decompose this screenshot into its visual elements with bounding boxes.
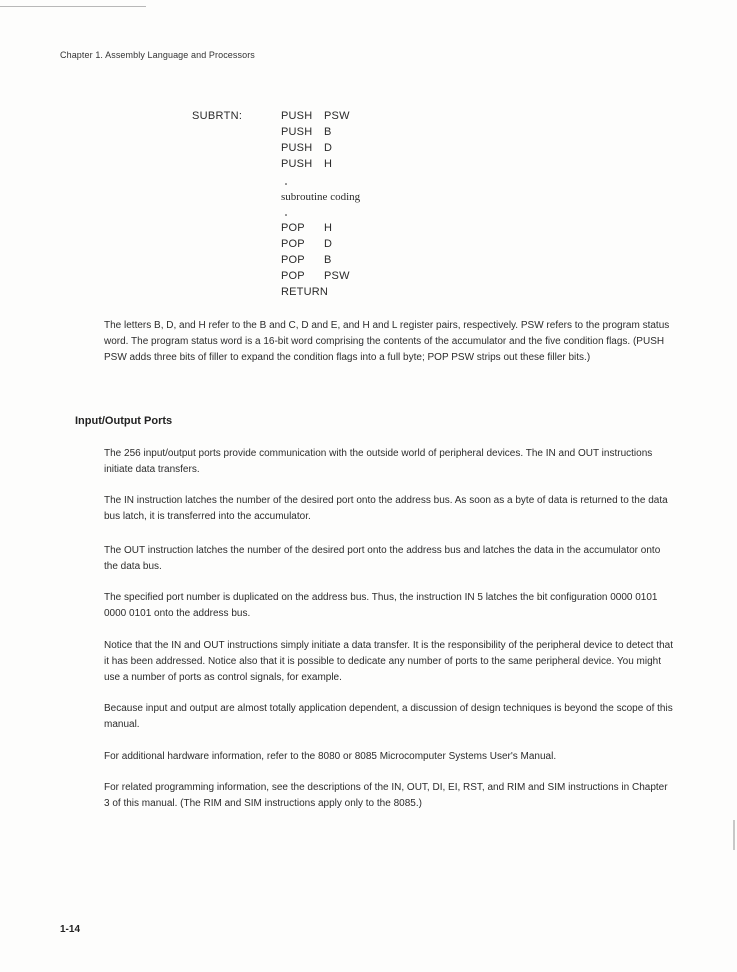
chapter-header: Chapter 1. Assembly Language and Processors <box>60 50 255 60</box>
code-line <box>281 126 332 138</box>
code-line <box>281 238 332 250</box>
code-arg: H <box>324 158 333 170</box>
code-label: SUBRTN: <box>192 110 243 122</box>
code-line <box>281 142 332 154</box>
code-op: PUSH <box>281 110 313 122</box>
code-line <box>281 222 332 234</box>
code-return: RETURN <box>281 286 329 298</box>
code-op: POP <box>281 254 305 266</box>
ellipsis-dot <box>285 214 287 216</box>
paragraph: The OUT instruction latches the number of the desired port onto the address bus and latches the data in the accumulator onto the data bus. <box>104 545 661 572</box>
code-op: PUSH <box>281 158 313 170</box>
paragraph: The specified port number is duplicated on the address bus. Thus, the instruction IN 5 latches the bit configuration 0000 0101 0000 0101 onto the address bus. <box>104 592 658 619</box>
code-listing <box>0 0 737 300</box>
code-op: PUSH <box>281 142 313 154</box>
code-line <box>281 270 350 282</box>
code-comment: subroutine coding <box>281 191 361 203</box>
code-arg: H <box>324 222 333 234</box>
code-op: POP <box>281 238 305 250</box>
paragraph: The 256 input/output ports provide communication with the outside world of peripheral devices. The IN and OUT instructions initiate data transfers. <box>104 448 653 475</box>
code-arg: PSW <box>324 270 350 282</box>
page-number: 1-14 <box>60 924 81 935</box>
code-line <box>281 110 350 122</box>
code-arg: B <box>324 126 332 138</box>
ellipsis-dot <box>285 183 287 185</box>
scan-edge-mark <box>733 820 735 850</box>
paragraph: The IN instruction latches the number of the desired port onto the address bus. As soon as a byte of data is returned to the data bus latch, it is transferred into the accumulator. <box>104 495 668 522</box>
code-arg: D <box>324 238 333 250</box>
registers-note: The letters B, D, and H refer to the B and C, D and E, and H and L register pairs, respectively. PSW refers to the program status word. The program status word is a 16-bit word comprising the contents of the accumulator and the five condition flags. (PUSH PSW adds three bits of filler to expand the condition flags into a full byte; POP PSW strips out these filler bits.) <box>104 320 670 363</box>
paragraph: Notice that the IN and OUT instructions simply initiate a data transfer. It is the responsibility of the peripheral device to detect that it has been addressed. Notice also that it is possible to dedicate any number of ports to the same peripheral device. You might use a number of ports as control signals, for example. <box>104 640 673 683</box>
code-op: POP <box>281 222 305 234</box>
code-op: PUSH <box>281 126 313 138</box>
section-title: Input/Output Ports <box>75 415 173 427</box>
code-op: POP <box>281 270 305 282</box>
code-arg: D <box>324 142 333 154</box>
code-arg: B <box>324 254 332 266</box>
code-arg: PSW <box>324 110 350 122</box>
code-line <box>281 254 332 266</box>
paragraph: For related programming information, see the descriptions of the IN, OUT, DI, EI, RST, and RIM and SIM instructions in Chapter 3 of this manual. (The RIM and SIM instructions apply only to the 8085.) <box>104 782 668 809</box>
code-line <box>281 158 332 170</box>
paragraph: Because input and output are almost totally application dependent, a discussion of design techniques is beyond the scope of this manual. <box>104 703 673 730</box>
paragraph: For additional hardware information, refer to the 8080 or 8085 Microcomputer Systems User's Manual. <box>104 751 557 762</box>
